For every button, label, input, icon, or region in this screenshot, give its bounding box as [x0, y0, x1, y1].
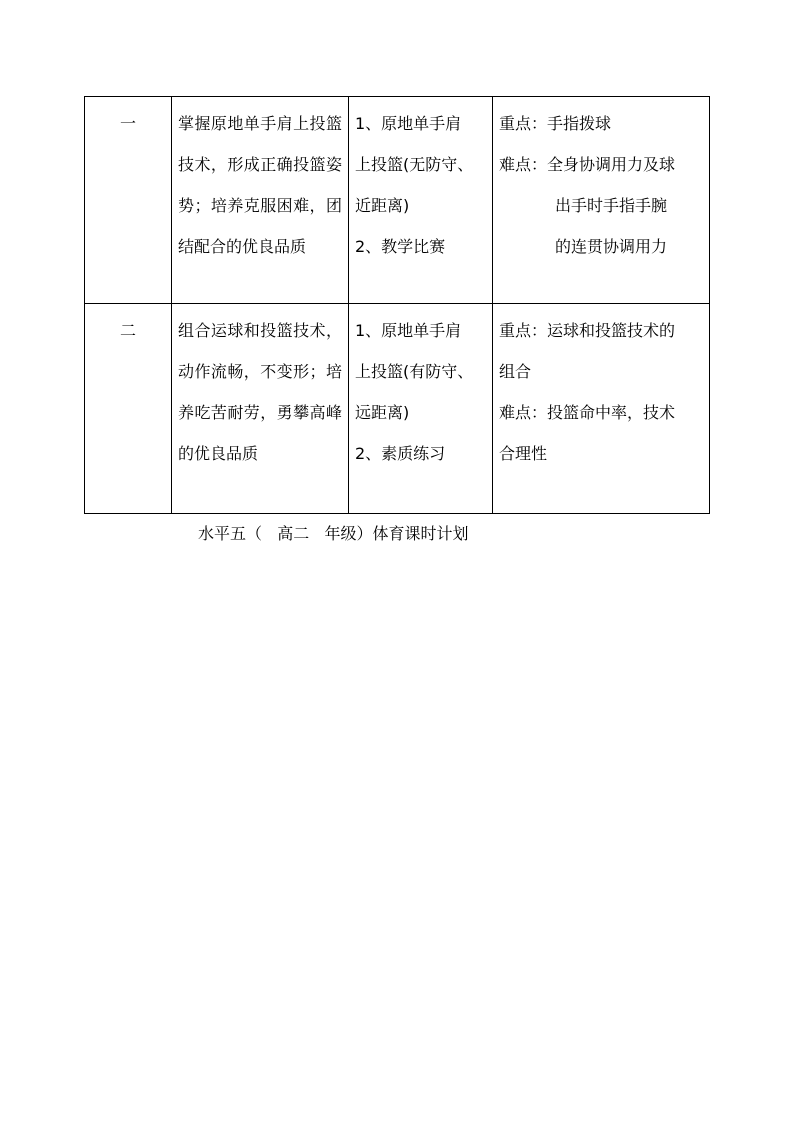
table-row	[85, 304, 710, 514]
lesson-content	[349, 97, 493, 304]
content-line: 1、原地单手肩	[355, 321, 462, 340]
lesson-plan-table	[84, 96, 710, 514]
keypoint-line: 难点：投篮命中率，技术	[499, 403, 676, 422]
lesson-keypoints	[493, 304, 710, 514]
keypoint-line: 出手时手指手腕	[555, 196, 668, 215]
content-line: 上投篮(无防守、	[355, 155, 474, 174]
content-line: 2、教学比赛	[355, 237, 446, 256]
content-line: 2、素质练习	[355, 444, 446, 463]
keypoint-line: 组合	[499, 362, 532, 381]
lesson-content	[349, 304, 493, 514]
page-caption: 水平五（ 高二 年级）体育课时计划	[198, 524, 469, 543]
keypoint-line: 难点：全身协调用力及球	[499, 155, 676, 174]
lesson-keypoints	[493, 97, 710, 304]
content-line: 上投篮(有防守、	[355, 362, 474, 381]
content-line: 远距离)	[355, 403, 410, 422]
keypoint-line: 重点：运球和投篮技术的	[499, 321, 676, 340]
keypoint-line: 合理性	[499, 444, 548, 463]
table-row	[85, 97, 710, 304]
keypoint-line: 的连贯协调用力	[555, 237, 668, 256]
keypoint-line: 重点：手指拨球	[499, 114, 612, 133]
lesson-number: 二	[85, 304, 172, 514]
lesson-number: 一	[85, 97, 172, 304]
lesson-objective: 组合运球和投篮技术，动作流畅，不变形；培养吃苦耐劳，勇攀高峰的优良品质	[172, 304, 349, 514]
lesson-objective: 掌握原地单手肩上投篮技术，形成正确投篮姿势；培养克服困难，团结配合的优良品质	[172, 97, 349, 304]
content-line: 1、原地单手肩	[355, 114, 462, 133]
content-line: 近距离)	[355, 196, 410, 215]
